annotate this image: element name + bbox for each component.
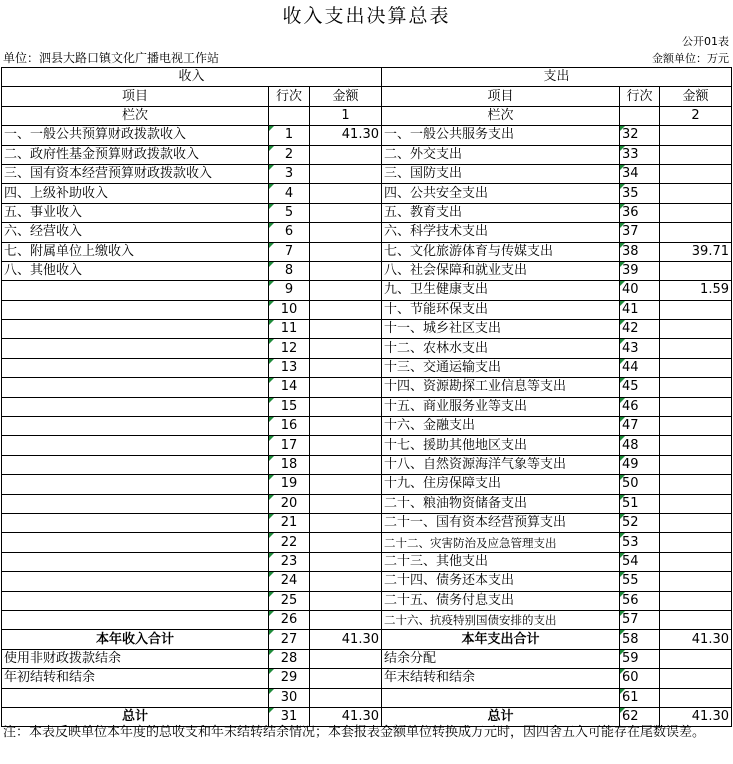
income-amount-cell xyxy=(310,223,382,242)
income-line-cell: 6 xyxy=(269,223,310,242)
expense-line-cell: 44 xyxy=(620,358,660,377)
expense-line-cell: 50 xyxy=(620,475,660,494)
table-row xyxy=(2,203,732,222)
income-item-cell: 七、附属单位上缴收入 xyxy=(2,242,269,261)
table-row xyxy=(2,436,732,455)
expense-line-cell: 35 xyxy=(620,184,660,203)
income-item-cell xyxy=(2,339,269,358)
expense-item-cell: 二十六、抗疫特别国债安排的支出 xyxy=(382,610,620,629)
expense-amount-cell: 1.59 xyxy=(660,281,732,300)
expense-amount-cell xyxy=(660,436,732,455)
table-row xyxy=(2,572,732,591)
expense-item-cell: 十五、商业服务业等支出 xyxy=(382,397,620,416)
income-amount-cell xyxy=(310,533,382,552)
expense-item-cell: 九、卫生健康支出 xyxy=(382,281,620,300)
expense-amount-cell xyxy=(660,397,732,416)
table-row xyxy=(2,242,732,261)
table-row xyxy=(2,223,732,242)
income-line-cell: 21 xyxy=(269,513,310,532)
income-item-cell xyxy=(2,300,269,319)
expense-line-cell: 53 xyxy=(620,533,660,552)
income-line-cell: 3 xyxy=(269,164,310,183)
income-amount-cell xyxy=(310,397,382,416)
income-item-cell xyxy=(2,417,269,436)
expense-amount-cell xyxy=(660,552,732,571)
income-line-cell: 4 xyxy=(269,184,310,203)
table-row xyxy=(2,281,732,300)
expense-column-number: 2 xyxy=(660,106,732,125)
income-line-cell: 16 xyxy=(269,417,310,436)
expense-line-cell: 57 xyxy=(620,610,660,629)
expense-line-cell: 38 xyxy=(620,242,660,261)
income-amount-cell xyxy=(310,203,382,222)
expense-item-cell: 八、社会保障和就业支出 xyxy=(382,261,620,280)
income-item-cell xyxy=(2,281,269,300)
income-line-cell: 15 xyxy=(269,397,310,416)
expense-item-cell: 十一、城乡社区支出 xyxy=(382,320,620,339)
expense-line-cell: 36 xyxy=(620,203,660,222)
income-line-cell: 19 xyxy=(269,475,310,494)
table-row xyxy=(2,649,732,668)
table-row xyxy=(2,455,732,474)
expense-amount-cell xyxy=(660,358,732,377)
income-amount-cell xyxy=(310,378,382,397)
expense-column-label: 栏次 xyxy=(382,106,620,125)
income-amount-cell xyxy=(310,610,382,629)
income-item-cell: 总计 xyxy=(2,707,269,726)
income-line-cell: 13 xyxy=(269,358,310,377)
expense-line-cell: 32 xyxy=(620,126,660,145)
unit-name: 单位：泗县大路口镇文化广播电视工作站 xyxy=(3,51,220,65)
expense-item-cell: 二十、粮油物资储备支出 xyxy=(382,494,620,513)
table-row xyxy=(2,378,732,397)
column-header-row xyxy=(2,87,732,106)
income-amount-cell xyxy=(310,475,382,494)
income-item-cell xyxy=(2,513,269,532)
expense-amount-header: 金额 xyxy=(660,87,732,106)
expense-item-cell: 二十一、国有资本经营预算支出 xyxy=(382,513,620,532)
expense-item-cell: 七、文化旅游体育与传媒支出 xyxy=(382,242,620,261)
income-line-cell: 2 xyxy=(269,145,310,164)
expense-item-cell: 一、一般公共服务支出 xyxy=(382,126,620,145)
expense-item-cell: 二十三、其他支出 xyxy=(382,552,620,571)
income-amount-header: 金额 xyxy=(310,87,382,106)
income-line-cell: 12 xyxy=(269,339,310,358)
table-row xyxy=(2,669,732,688)
table-row xyxy=(2,533,732,552)
income-line-cell: 17 xyxy=(269,436,310,455)
expense-item-cell xyxy=(382,688,620,707)
expense-amount-cell xyxy=(660,126,732,145)
income-line-cell: 9 xyxy=(269,281,310,300)
expense-line-index xyxy=(620,106,660,125)
table-row xyxy=(2,320,732,339)
expense-line-cell: 43 xyxy=(620,339,660,358)
table-row xyxy=(2,358,732,377)
expense-amount-cell xyxy=(660,184,732,203)
expense-line-cell: 54 xyxy=(620,552,660,571)
income-line-cell: 20 xyxy=(269,494,310,513)
income-line-cell: 1 xyxy=(269,126,310,145)
expense-item-cell: 二十四、债务还本支出 xyxy=(382,572,620,591)
table-row xyxy=(2,494,732,513)
expense-item-cell: 三、国防支出 xyxy=(382,164,620,183)
expense-amount-cell xyxy=(660,203,732,222)
money-unit: 金额单位：万元 xyxy=(652,52,729,65)
expense-item-cell: 二十五、债务付息支出 xyxy=(382,591,620,610)
table-row xyxy=(2,591,732,610)
expense-line-cell: 61 xyxy=(620,688,660,707)
expense-item-cell: 十七、援助其他地区支出 xyxy=(382,436,620,455)
table-row xyxy=(2,300,732,319)
income-item-cell xyxy=(2,455,269,474)
expense-line-cell: 41 xyxy=(620,300,660,319)
income-amount-cell: 41.30 xyxy=(310,630,382,649)
income-amount-cell xyxy=(310,688,382,707)
income-line-header: 行次 xyxy=(269,87,310,106)
expense-line-cell: 56 xyxy=(620,591,660,610)
expense-line-cell: 42 xyxy=(620,320,660,339)
income-item-cell: 使用非财政拨款结余 xyxy=(2,649,269,668)
expense-amount-cell xyxy=(660,455,732,474)
expense-item-cell: 十三、交通运输支出 xyxy=(382,358,620,377)
income-item-cell xyxy=(2,320,269,339)
expense-line-cell: 55 xyxy=(620,572,660,591)
income-line-cell: 8 xyxy=(269,261,310,280)
table-row xyxy=(2,126,732,145)
expense-item-header: 项目 xyxy=(382,87,620,106)
expense-amount-cell xyxy=(660,572,732,591)
expense-item-cell: 二、外交支出 xyxy=(382,145,620,164)
table-row xyxy=(2,610,732,629)
income-item-cell xyxy=(2,436,269,455)
expense-amount-cell xyxy=(660,164,732,183)
expense-amount-cell xyxy=(660,591,732,610)
table-row xyxy=(2,145,732,164)
income-item-cell xyxy=(2,494,269,513)
income-line-index xyxy=(269,106,310,125)
income-amount-cell xyxy=(310,164,382,183)
column-index-row xyxy=(2,106,732,125)
table-row xyxy=(2,164,732,183)
expense-line-cell: 60 xyxy=(620,669,660,688)
income-column-number: 1 xyxy=(310,106,382,125)
income-item-cell xyxy=(2,475,269,494)
income-amount-cell xyxy=(310,649,382,668)
table-row xyxy=(2,417,732,436)
expense-amount-cell xyxy=(660,261,732,280)
income-item-cell xyxy=(2,572,269,591)
expense-amount-cell xyxy=(660,513,732,532)
income-line-cell: 7 xyxy=(269,242,310,261)
income-line-cell: 30 xyxy=(269,688,310,707)
table-row xyxy=(2,184,732,203)
expense-amount-cell: 41.30 xyxy=(660,630,732,649)
income-amount-cell xyxy=(310,358,382,377)
expense-amount-cell xyxy=(660,300,732,319)
expense-section-header: 支出 xyxy=(382,68,732,87)
expense-amount-cell xyxy=(660,475,732,494)
expense-item-cell: 二十二、灾害防治及应急管理支出 xyxy=(382,533,620,552)
income-expense-table xyxy=(1,67,732,727)
income-amount-cell: 41.30 xyxy=(310,126,382,145)
expense-item-cell: 十、节能环保支出 xyxy=(382,300,620,319)
expense-amount-cell xyxy=(660,533,732,552)
expense-amount-cell xyxy=(660,145,732,164)
expense-item-cell: 十九、住房保障支出 xyxy=(382,475,620,494)
expense-item-cell: 总计 xyxy=(382,707,620,726)
expense-item-cell: 年末结转和结余 xyxy=(382,669,620,688)
income-amount-cell xyxy=(310,417,382,436)
income-line-cell: 29 xyxy=(269,669,310,688)
income-amount-cell xyxy=(310,494,382,513)
expense-amount-cell xyxy=(660,649,732,668)
expense-line-cell: 62 xyxy=(620,707,660,726)
income-amount-cell xyxy=(310,669,382,688)
income-amount-cell xyxy=(310,281,382,300)
income-amount-cell xyxy=(310,572,382,591)
income-item-cell xyxy=(2,688,269,707)
income-amount-cell xyxy=(310,300,382,319)
income-amount-cell xyxy=(310,513,382,532)
income-item-cell: 一、一般公共预算财政拨款收入 xyxy=(2,126,269,145)
footnote: 注：本表反映单位本年度的总收支和年末结转结余情况；本套报表金额单位转换成万元时，因四舍五入可能存在尾数误差。 xyxy=(3,725,706,740)
income-amount-cell xyxy=(310,320,382,339)
income-amount-cell xyxy=(310,436,382,455)
income-line-cell: 22 xyxy=(269,533,310,552)
table-row xyxy=(2,261,732,280)
expense-line-cell: 45 xyxy=(620,378,660,397)
income-amount-cell xyxy=(310,184,382,203)
expense-line-cell: 52 xyxy=(620,513,660,532)
income-line-cell: 11 xyxy=(269,320,310,339)
income-item-cell xyxy=(2,533,269,552)
table-row xyxy=(2,552,732,571)
income-line-cell: 18 xyxy=(269,455,310,474)
income-section-header: 收入 xyxy=(2,68,382,87)
income-line-cell: 31 xyxy=(269,707,310,726)
income-item-cell: 八、其他收入 xyxy=(2,261,269,280)
income-line-cell: 23 xyxy=(269,552,310,571)
expense-line-cell: 48 xyxy=(620,436,660,455)
expense-item-cell: 十二、农林水支出 xyxy=(382,339,620,358)
income-item-cell: 五、事业收入 xyxy=(2,203,269,222)
income-line-cell: 5 xyxy=(269,203,310,222)
expense-line-cell: 46 xyxy=(620,397,660,416)
expense-line-cell: 58 xyxy=(620,630,660,649)
expense-amount-cell xyxy=(660,417,732,436)
income-amount-cell xyxy=(310,242,382,261)
income-line-cell: 14 xyxy=(269,378,310,397)
income-line-cell: 10 xyxy=(269,300,310,319)
expense-line-cell: 37 xyxy=(620,223,660,242)
expense-amount-cell: 39.71 xyxy=(660,242,732,261)
income-amount-cell xyxy=(310,455,382,474)
expense-amount-cell xyxy=(660,494,732,513)
income-item-header: 项目 xyxy=(2,87,269,106)
table-row xyxy=(2,475,732,494)
income-item-cell xyxy=(2,397,269,416)
income-line-cell: 27 xyxy=(269,630,310,649)
expense-line-cell: 39 xyxy=(620,261,660,280)
expense-line-cell: 49 xyxy=(620,455,660,474)
expense-item-cell: 本年支出合计 xyxy=(382,630,620,649)
form-code: 公开01表 xyxy=(682,35,729,48)
expense-item-cell: 十六、金融支出 xyxy=(382,417,620,436)
expense-line-cell: 51 xyxy=(620,494,660,513)
income-item-cell: 三、国有资本经营预算财政拨款收入 xyxy=(2,164,269,183)
expense-amount-cell xyxy=(660,320,732,339)
expense-amount-cell: 41.30 xyxy=(660,707,732,726)
table-row xyxy=(2,688,732,707)
expense-item-cell: 六、科学技术支出 xyxy=(382,223,620,242)
expense-line-cell: 33 xyxy=(620,145,660,164)
table-row xyxy=(2,513,732,532)
income-amount-cell xyxy=(310,552,382,571)
expense-item-cell: 十八、自然资源海洋气象等支出 xyxy=(382,455,620,474)
income-item-cell: 四、上级补助收入 xyxy=(2,184,269,203)
income-item-cell xyxy=(2,591,269,610)
income-amount-cell xyxy=(310,145,382,164)
income-item-cell: 二、政府性基金预算财政拨款收入 xyxy=(2,145,269,164)
income-amount-cell: 41.30 xyxy=(310,707,382,726)
expense-item-cell: 四、公共安全支出 xyxy=(382,184,620,203)
income-item-cell xyxy=(2,378,269,397)
income-item-cell xyxy=(2,610,269,629)
section-header-row xyxy=(2,68,732,87)
expense-line-cell: 34 xyxy=(620,164,660,183)
income-amount-cell xyxy=(310,591,382,610)
income-line-cell: 28 xyxy=(269,649,310,668)
expense-line-cell: 40 xyxy=(620,281,660,300)
expense-item-cell: 五、教育支出 xyxy=(382,203,620,222)
income-item-cell xyxy=(2,358,269,377)
income-column-label: 栏次 xyxy=(2,106,269,125)
income-line-cell: 24 xyxy=(269,572,310,591)
expense-amount-cell xyxy=(660,688,732,707)
expense-line-header: 行次 xyxy=(620,87,660,106)
expense-amount-cell xyxy=(660,223,732,242)
income-line-cell: 26 xyxy=(269,610,310,629)
expense-amount-cell xyxy=(660,339,732,358)
expense-line-cell: 47 xyxy=(620,417,660,436)
expense-item-cell: 十四、资源勘探工业信息等支出 xyxy=(382,378,620,397)
income-amount-cell xyxy=(310,261,382,280)
expense-line-cell: 59 xyxy=(620,649,660,668)
income-item-cell: 六、经营收入 xyxy=(2,223,269,242)
income-item-cell xyxy=(2,552,269,571)
table-row xyxy=(2,630,732,649)
expense-amount-cell xyxy=(660,610,732,629)
income-item-cell: 年初结转和结余 xyxy=(2,669,269,688)
expense-amount-cell xyxy=(660,669,732,688)
income-line-cell: 25 xyxy=(269,591,310,610)
table-body xyxy=(2,68,732,727)
income-amount-cell xyxy=(310,339,382,358)
table-row xyxy=(2,397,732,416)
income-item-cell: 本年收入合计 xyxy=(2,630,269,649)
report-title: 收入支出决算总表 xyxy=(282,5,451,27)
table-row xyxy=(2,339,732,358)
expense-amount-cell xyxy=(660,378,732,397)
expense-item-cell: 结余分配 xyxy=(382,649,620,668)
